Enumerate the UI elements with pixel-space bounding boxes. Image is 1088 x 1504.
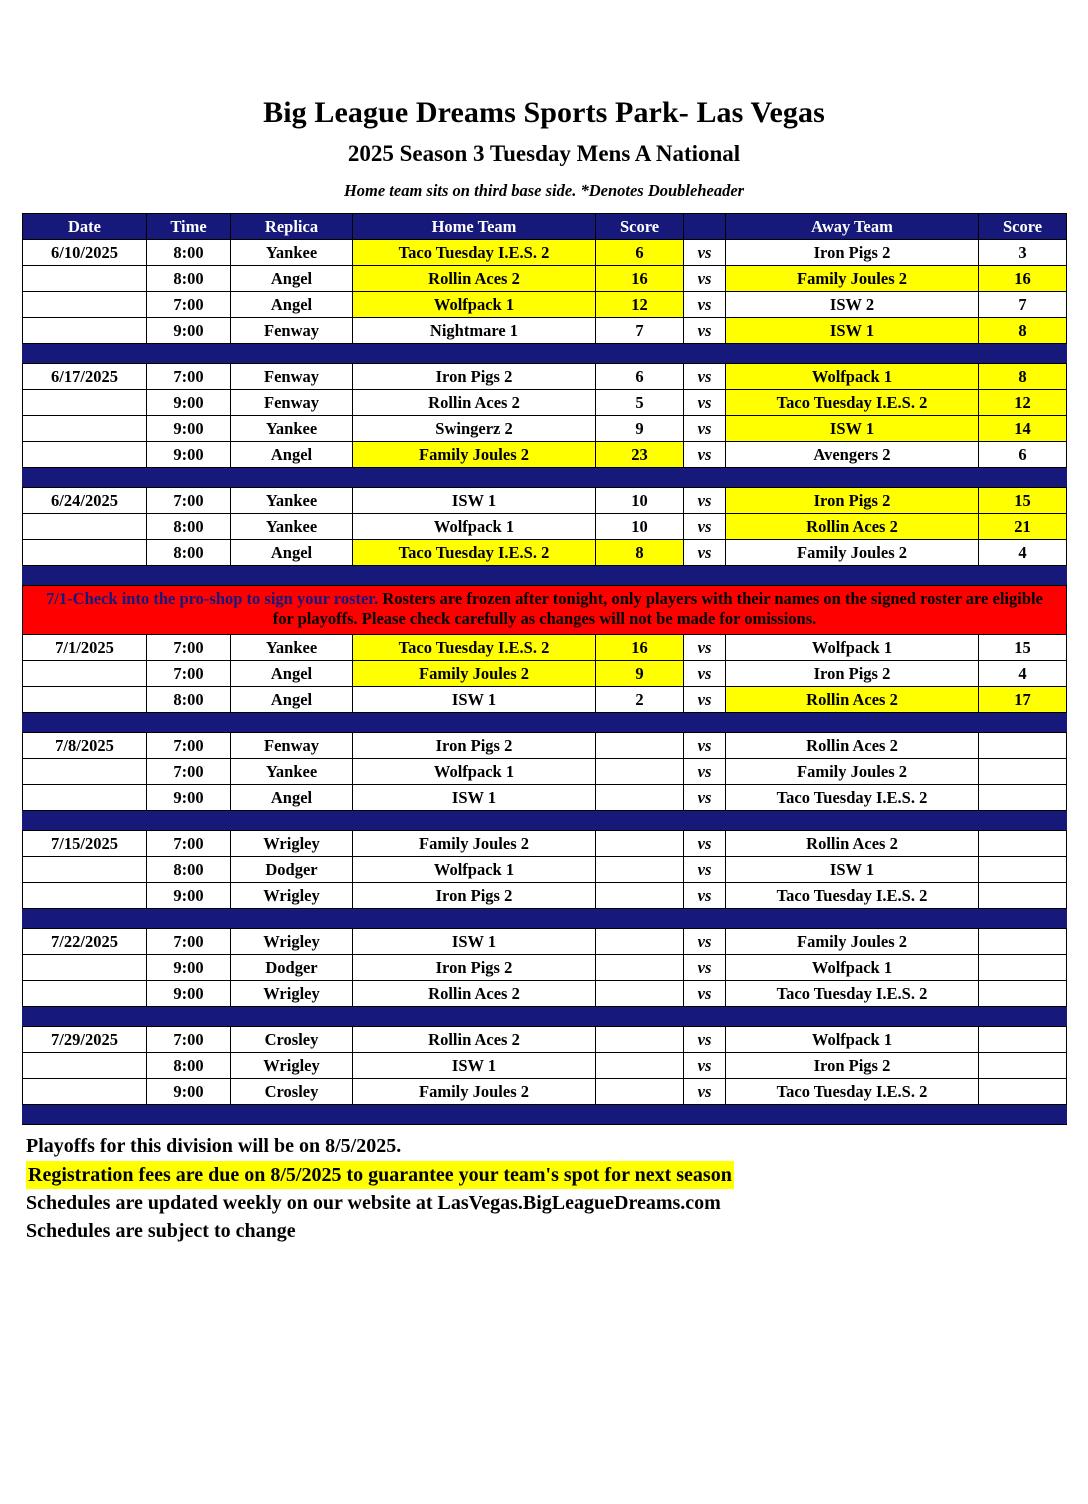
table-row xyxy=(23,266,1067,292)
page-subtitle: 2025 Season 3 Tuesday Mens A National xyxy=(347,141,741,166)
roster-notice-cell xyxy=(23,586,1067,635)
home-team-name: Wolfpack 1 xyxy=(353,514,596,540)
versus-label: vs xyxy=(684,955,726,981)
versus-label: vs xyxy=(684,929,726,955)
game-replica-field: Angel xyxy=(231,292,353,318)
home-team-score: 23 xyxy=(596,442,684,468)
table-row xyxy=(23,318,1067,344)
home-team-name: Rollin Aces 2 xyxy=(353,1027,596,1053)
versus-label: vs xyxy=(684,759,726,785)
away-team-name: Family Joules 2 xyxy=(726,759,979,785)
column-header-time: Time xyxy=(147,214,231,240)
footer-fees-line xyxy=(26,1161,1066,1189)
game-date: 7/29/2025 xyxy=(23,1027,147,1053)
away-team-name: ISW 2 xyxy=(726,292,979,318)
home-team-score xyxy=(596,785,684,811)
table-row xyxy=(23,540,1067,566)
versus-label: vs xyxy=(684,240,726,266)
away-team-score xyxy=(979,759,1067,785)
table-row xyxy=(23,416,1067,442)
table-row xyxy=(23,488,1067,514)
table-row xyxy=(23,240,1067,266)
column-header-date: Date xyxy=(23,214,147,240)
game-time: 9:00 xyxy=(147,1079,231,1105)
footer-fees: Registration fees are due on 8/5/2025 to guarantee your team's spot for next season xyxy=(26,1161,734,1189)
column-header-home-team: Home Team xyxy=(353,214,596,240)
home-team-score: 12 xyxy=(596,292,684,318)
versus-label: vs xyxy=(684,857,726,883)
game-date xyxy=(23,318,147,344)
away-team-name: ISW 1 xyxy=(726,416,979,442)
game-time: 7:00 xyxy=(147,292,231,318)
home-team-name: ISW 1 xyxy=(353,1053,596,1079)
game-replica-field: Angel xyxy=(231,785,353,811)
home-team-score xyxy=(596,733,684,759)
game-replica-field: Fenway xyxy=(231,390,353,416)
schedule-document xyxy=(0,96,1088,1504)
home-team-name: Family Joules 2 xyxy=(353,831,596,857)
game-time: 7:00 xyxy=(147,759,231,785)
home-team-name: Iron Pigs 2 xyxy=(353,955,596,981)
away-team-score xyxy=(979,929,1067,955)
away-team-name: Iron Pigs 2 xyxy=(726,1053,979,1079)
game-replica-field: Crosley xyxy=(231,1079,353,1105)
game-time: 7:00 xyxy=(147,488,231,514)
away-team-score: 16 xyxy=(979,266,1067,292)
game-time: 9:00 xyxy=(147,883,231,909)
column-header-replica: Replica xyxy=(231,214,353,240)
home-team-score: 16 xyxy=(596,635,684,661)
away-team-score xyxy=(979,1053,1067,1079)
game-replica-field: Yankee xyxy=(231,416,353,442)
versus-label: vs xyxy=(684,266,726,292)
home-team-score: 8 xyxy=(596,540,684,566)
game-date: 6/10/2025 xyxy=(23,240,147,266)
versus-label: vs xyxy=(684,1079,726,1105)
game-replica-field: Yankee xyxy=(231,514,353,540)
home-team-score: 16 xyxy=(596,266,684,292)
game-time: 7:00 xyxy=(147,364,231,390)
home-team-name: ISW 1 xyxy=(353,929,596,955)
home-team-score xyxy=(596,1027,684,1053)
game-date xyxy=(23,266,147,292)
game-date xyxy=(23,687,147,713)
game-replica-field: Yankee xyxy=(231,488,353,514)
home-team-name: Wolfpack 1 xyxy=(353,759,596,785)
game-replica-field: Fenway xyxy=(231,733,353,759)
home-team-name: Family Joules 2 xyxy=(353,442,596,468)
away-team-score: 14 xyxy=(979,416,1067,442)
away-team-name: Taco Tuesday I.E.S. 2 xyxy=(726,390,979,416)
game-replica-field: Wrigley xyxy=(231,883,353,909)
home-team-name: Iron Pigs 2 xyxy=(353,883,596,909)
away-team-name: Family Joules 2 xyxy=(726,540,979,566)
home-team-name: Nightmare 1 xyxy=(353,318,596,344)
away-team-score xyxy=(979,733,1067,759)
game-date xyxy=(23,390,147,416)
away-team-name: Rollin Aces 2 xyxy=(726,514,979,540)
week-divider xyxy=(23,344,1067,364)
game-time: 7:00 xyxy=(147,831,231,857)
table-row xyxy=(23,514,1067,540)
game-replica-field: Wrigley xyxy=(231,981,353,1007)
game-date xyxy=(23,442,147,468)
table-row xyxy=(23,364,1067,390)
versus-label: vs xyxy=(684,831,726,857)
table-row xyxy=(23,883,1067,909)
game-date: 7/8/2025 xyxy=(23,733,147,759)
versus-label: vs xyxy=(684,416,726,442)
game-time: 9:00 xyxy=(147,955,231,981)
game-time: 7:00 xyxy=(147,661,231,687)
away-team-score xyxy=(979,955,1067,981)
away-team-name: Wolfpack 1 xyxy=(726,364,979,390)
week-divider-cell xyxy=(23,1007,1067,1027)
away-team-name: ISW 1 xyxy=(726,318,979,344)
footer-subject-to-change: Schedules are subject to change xyxy=(26,1220,296,1243)
game-replica-field: Yankee xyxy=(231,240,353,266)
table-header-row xyxy=(23,214,1067,240)
versus-label: vs xyxy=(684,390,726,416)
away-team-name: Rollin Aces 2 xyxy=(726,687,979,713)
game-time: 9:00 xyxy=(147,390,231,416)
roster-notice-lead: 7/1-Check into the pro-shop to sign your roster. xyxy=(46,589,379,608)
away-team-score: 12 xyxy=(979,390,1067,416)
game-time: 9:00 xyxy=(147,318,231,344)
home-team-score: 7 xyxy=(596,318,684,344)
week-divider xyxy=(23,1105,1067,1125)
home-team-name: ISW 1 xyxy=(353,488,596,514)
table-row xyxy=(23,831,1067,857)
game-replica-field: Fenway xyxy=(231,364,353,390)
home-team-score xyxy=(596,981,684,1007)
table-row xyxy=(23,635,1067,661)
away-team-score xyxy=(979,981,1067,1007)
game-time: 8:00 xyxy=(147,857,231,883)
table-row xyxy=(23,442,1067,468)
home-team-score xyxy=(596,955,684,981)
home-team-score: 5 xyxy=(596,390,684,416)
roster-notice-text: Rosters are frozen after tonight, only players with their names on the signed roster are eligible for playoffs. Please check carefully as changes will not be made for omissions. xyxy=(272,589,1043,629)
versus-label: vs xyxy=(684,318,726,344)
week-divider xyxy=(23,909,1067,929)
table-row xyxy=(23,955,1067,981)
table-row xyxy=(23,759,1067,785)
column-header-away-score: Score xyxy=(979,214,1067,240)
home-team-score: 9 xyxy=(596,416,684,442)
table-row xyxy=(23,390,1067,416)
versus-label: vs xyxy=(684,733,726,759)
away-team-name: Family Joules 2 xyxy=(726,266,979,292)
game-date: 7/22/2025 xyxy=(23,929,147,955)
column-header-vs xyxy=(684,214,726,240)
game-time: 9:00 xyxy=(147,785,231,811)
game-replica-field: Yankee xyxy=(231,759,353,785)
game-time: 8:00 xyxy=(147,540,231,566)
versus-label: vs xyxy=(684,661,726,687)
home-team-score: 2 xyxy=(596,687,684,713)
versus-label: vs xyxy=(684,364,726,390)
game-date: 6/24/2025 xyxy=(23,488,147,514)
table-row xyxy=(23,981,1067,1007)
column-header-home-score: Score xyxy=(596,214,684,240)
week-divider xyxy=(23,713,1067,733)
week-divider xyxy=(23,1007,1067,1027)
versus-label: vs xyxy=(684,687,726,713)
game-date xyxy=(23,416,147,442)
game-time: 8:00 xyxy=(147,240,231,266)
home-team-score xyxy=(596,929,684,955)
away-team-score: 21 xyxy=(979,514,1067,540)
game-time: 7:00 xyxy=(147,733,231,759)
week-divider xyxy=(23,566,1067,586)
page-title: Big League Dreams Sports Park- Las Vegas xyxy=(263,96,825,129)
away-team-score xyxy=(979,831,1067,857)
away-team-score: 4 xyxy=(979,540,1067,566)
game-time: 9:00 xyxy=(147,416,231,442)
game-time: 7:00 xyxy=(147,929,231,955)
table-row xyxy=(23,292,1067,318)
week-divider-cell xyxy=(23,713,1067,733)
game-replica-field: Angel xyxy=(231,661,353,687)
game-date xyxy=(23,883,147,909)
game-time: 8:00 xyxy=(147,266,231,292)
home-team-score: 9 xyxy=(596,661,684,687)
game-replica-field: Dodger xyxy=(231,955,353,981)
week-divider-cell xyxy=(23,1105,1067,1125)
column-header-away-team: Away Team xyxy=(726,214,979,240)
game-replica-field: Wrigley xyxy=(231,831,353,857)
away-team-name: Taco Tuesday I.E.S. 2 xyxy=(726,785,979,811)
game-time: 8:00 xyxy=(147,1053,231,1079)
versus-label: vs xyxy=(684,488,726,514)
home-team-name: ISW 1 xyxy=(353,687,596,713)
versus-label: vs xyxy=(684,514,726,540)
game-date xyxy=(23,514,147,540)
away-team-score: 8 xyxy=(979,364,1067,390)
table-row xyxy=(23,1027,1067,1053)
home-team-score: 6 xyxy=(596,240,684,266)
footer-updates: Schedules are updated weekly on our website at LasVegas.BigLeagueDreams.com xyxy=(26,1192,721,1215)
table-row xyxy=(23,687,1067,713)
home-team-score xyxy=(596,1079,684,1105)
away-team-name: Taco Tuesday I.E.S. 2 xyxy=(726,1079,979,1105)
game-time: 9:00 xyxy=(147,981,231,1007)
table-row xyxy=(23,661,1067,687)
away-team-name: Taco Tuesday I.E.S. 2 xyxy=(726,883,979,909)
week-divider xyxy=(23,468,1067,488)
game-date xyxy=(23,292,147,318)
game-date xyxy=(23,981,147,1007)
away-team-score: 7 xyxy=(979,292,1067,318)
game-date xyxy=(23,661,147,687)
away-team-score: 15 xyxy=(979,635,1067,661)
away-team-name: Wolfpack 1 xyxy=(726,1027,979,1053)
table-row xyxy=(23,733,1067,759)
game-replica-field: Angel xyxy=(231,540,353,566)
game-date: 7/1/2025 xyxy=(23,635,147,661)
versus-label: vs xyxy=(684,292,726,318)
home-team-score: 10 xyxy=(596,488,684,514)
versus-label: vs xyxy=(684,1053,726,1079)
game-replica-field: Fenway xyxy=(231,318,353,344)
away-team-name: Rollin Aces 2 xyxy=(726,831,979,857)
table-row xyxy=(23,1079,1067,1105)
week-divider-cell xyxy=(23,811,1067,831)
away-team-score: 15 xyxy=(979,488,1067,514)
game-date: 6/17/2025 xyxy=(23,364,147,390)
home-team-score xyxy=(596,857,684,883)
home-team-name: Taco Tuesday I.E.S. 2 xyxy=(353,240,596,266)
table-row xyxy=(23,857,1067,883)
away-team-score: 3 xyxy=(979,240,1067,266)
schedule-body xyxy=(23,240,1067,1125)
away-team-name: Iron Pigs 2 xyxy=(726,488,979,514)
game-replica-field: Angel xyxy=(231,442,353,468)
home-team-score xyxy=(596,883,684,909)
week-divider xyxy=(23,811,1067,831)
home-team-name: Wolfpack 1 xyxy=(353,857,596,883)
table-row xyxy=(23,1053,1067,1079)
versus-label: vs xyxy=(684,785,726,811)
away-team-name: Rollin Aces 2 xyxy=(726,733,979,759)
week-divider-cell xyxy=(23,566,1067,586)
schedule-table xyxy=(22,213,1067,1125)
home-team-score: 10 xyxy=(596,514,684,540)
away-team-name: ISW 1 xyxy=(726,857,979,883)
away-team-score xyxy=(979,1079,1067,1105)
game-replica-field: Angel xyxy=(231,687,353,713)
home-team-name: Iron Pigs 2 xyxy=(353,364,596,390)
versus-label: vs xyxy=(684,883,726,909)
home-team-name: Rollin Aces 2 xyxy=(353,981,596,1007)
versus-label: vs xyxy=(684,540,726,566)
away-team-name: Wolfpack 1 xyxy=(726,635,979,661)
game-date xyxy=(23,785,147,811)
game-time: 9:00 xyxy=(147,442,231,468)
home-team-name: Wolfpack 1 xyxy=(353,292,596,318)
away-team-score: 4 xyxy=(979,661,1067,687)
away-team-score: 17 xyxy=(979,687,1067,713)
game-replica-field: Wrigley xyxy=(231,1053,353,1079)
away-team-score: 8 xyxy=(979,318,1067,344)
home-team-name: Rollin Aces 2 xyxy=(353,390,596,416)
away-team-name: Iron Pigs 2 xyxy=(726,661,979,687)
home-team-name: Taco Tuesday I.E.S. 2 xyxy=(353,635,596,661)
home-team-name: Family Joules 2 xyxy=(353,1079,596,1105)
game-date: 7/15/2025 xyxy=(23,831,147,857)
home-team-name: Rollin Aces 2 xyxy=(353,266,596,292)
home-team-name: Taco Tuesday I.E.S. 2 xyxy=(353,540,596,566)
game-time: 8:00 xyxy=(147,514,231,540)
game-time: 7:00 xyxy=(147,1027,231,1053)
table-row xyxy=(23,929,1067,955)
home-team-name: Family Joules 2 xyxy=(353,661,596,687)
home-team-score xyxy=(596,1053,684,1079)
game-date xyxy=(23,759,147,785)
game-replica-field: Angel xyxy=(231,266,353,292)
away-team-name: Wolfpack 1 xyxy=(726,955,979,981)
away-team-name: Taco Tuesday I.E.S. 2 xyxy=(726,981,979,1007)
week-divider-cell xyxy=(23,909,1067,929)
week-divider-cell xyxy=(23,344,1067,364)
away-team-score xyxy=(979,1027,1067,1053)
home-team-score: 6 xyxy=(596,364,684,390)
table-row xyxy=(23,785,1067,811)
away-team-score xyxy=(979,857,1067,883)
game-date xyxy=(23,857,147,883)
away-team-name: Family Joules 2 xyxy=(726,929,979,955)
game-date xyxy=(23,955,147,981)
away-team-score: 6 xyxy=(979,442,1067,468)
roster-notice-row xyxy=(23,586,1067,635)
home-team-name: ISW 1 xyxy=(353,785,596,811)
away-team-score xyxy=(979,785,1067,811)
versus-label: vs xyxy=(684,1027,726,1053)
game-replica-field: Dodger xyxy=(231,857,353,883)
game-time: 8:00 xyxy=(147,687,231,713)
away-team-name: Iron Pigs 2 xyxy=(726,240,979,266)
footer-playoffs: Playoffs for this division will be on 8/5/2025. xyxy=(26,1135,402,1158)
game-date xyxy=(23,1053,147,1079)
home-team-name: Swingerz 2 xyxy=(353,416,596,442)
home-team-score xyxy=(596,831,684,857)
versus-label: vs xyxy=(684,981,726,1007)
versus-label: vs xyxy=(684,442,726,468)
game-replica-field: Crosley xyxy=(231,1027,353,1053)
game-replica-field: Yankee xyxy=(231,635,353,661)
away-team-score xyxy=(979,883,1067,909)
game-replica-field: Wrigley xyxy=(231,929,353,955)
away-team-name: Avengers 2 xyxy=(726,442,979,468)
home-team-note: Home team sits on third base side. *Denotes Doubleheader xyxy=(343,181,745,200)
week-divider-cell xyxy=(23,468,1067,488)
game-date xyxy=(23,1079,147,1105)
footer-notes xyxy=(22,1132,1066,1246)
game-time: 7:00 xyxy=(147,635,231,661)
versus-label: vs xyxy=(684,635,726,661)
home-team-name: Iron Pigs 2 xyxy=(353,733,596,759)
home-team-score xyxy=(596,759,684,785)
game-date xyxy=(23,540,147,566)
